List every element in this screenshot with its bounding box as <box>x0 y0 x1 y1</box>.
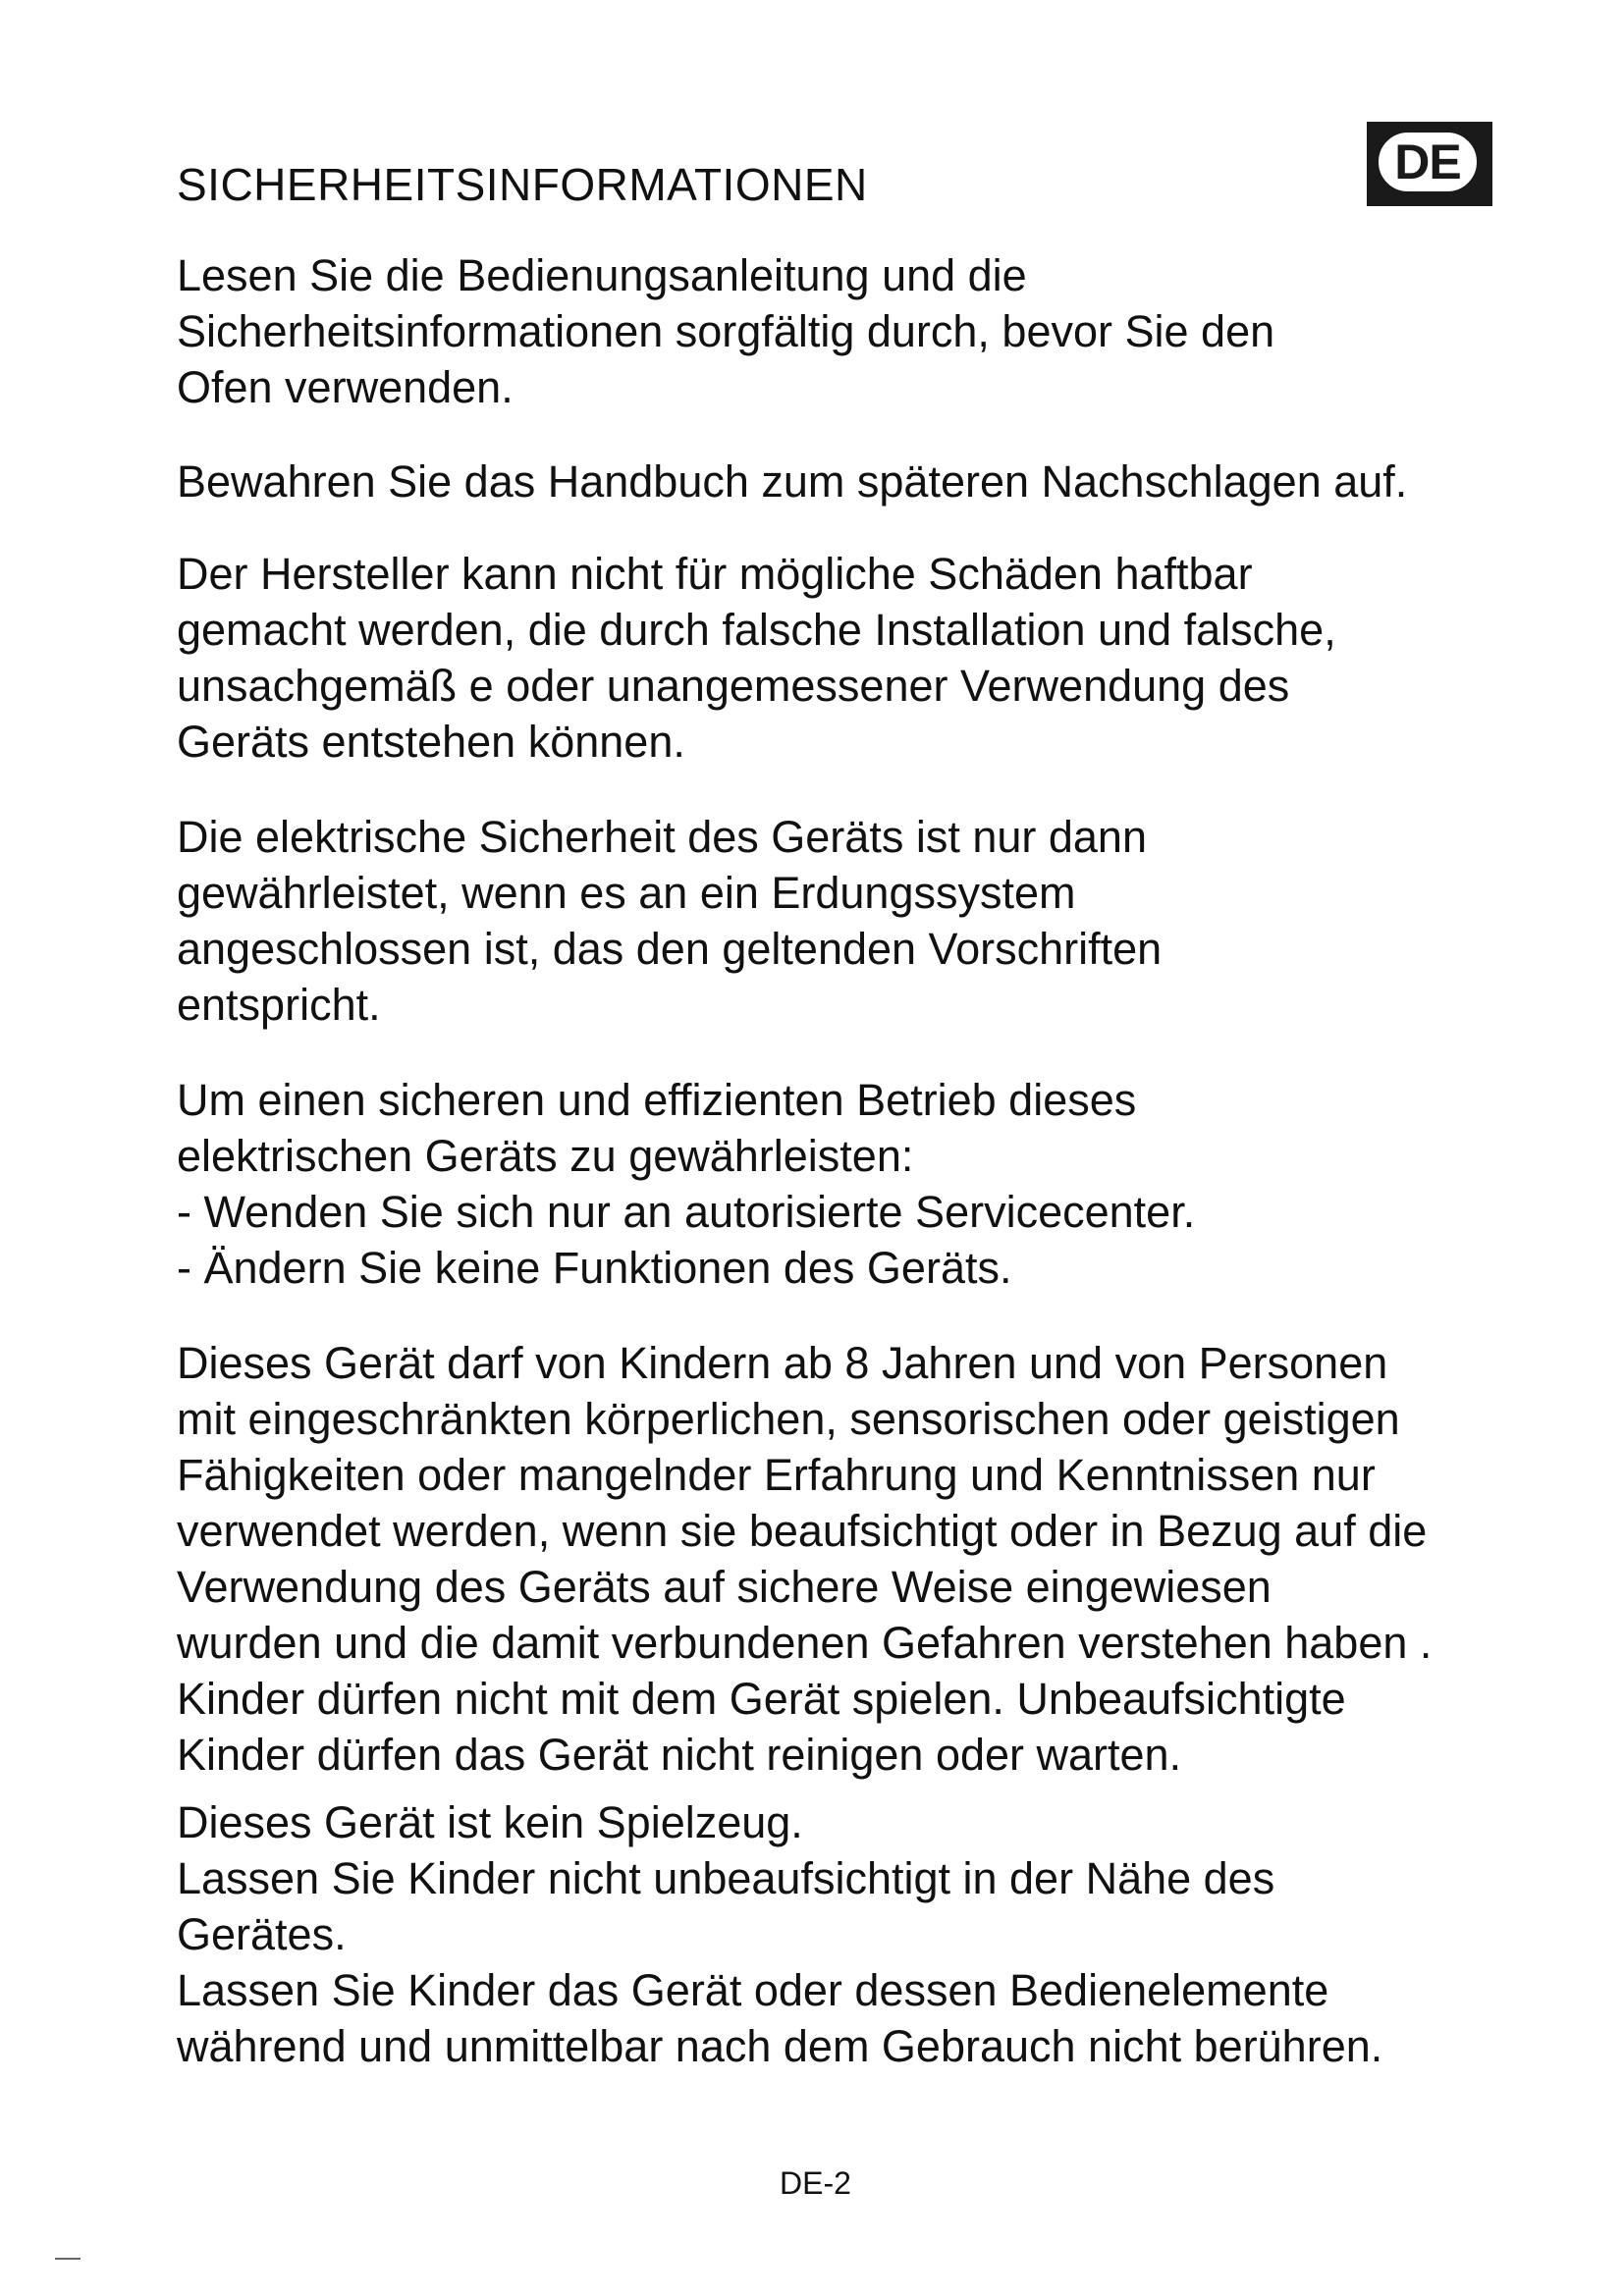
text-line: unsachgemäß e oder unangemessener Verwendung des <box>177 661 1290 711</box>
text-line: Fähigkeiten oder mangelnder Erfahrung und Kenntnissen nur <box>177 1450 1376 1500</box>
text-line: Gerätes. <box>177 1909 347 1959</box>
paragraph-keep-manual <box>177 454 1407 509</box>
text-line: Ofen verwenden. <box>177 362 514 412</box>
text-line: verwendet werden, wenn sie beaufsichtigt oder in Bezug auf die <box>177 1506 1428 1556</box>
paragraph-electrical-safety <box>177 809 1162 1033</box>
text-line: Bewahren Sie das Handbuch zum späteren Nachschlagen auf. <box>177 456 1408 507</box>
language-badge <box>1367 122 1492 206</box>
text-line: Sicherheitsinformationen sorgfältig durch, bevor Sie den <box>177 306 1275 356</box>
text-line: mit eingeschränkten körperlichen, sensorischen oder geistigen <box>177 1394 1400 1444</box>
text-line: Um einen sicheren und effizienten Betrieb dieses <box>177 1075 1137 1125</box>
page-number: DE-2 <box>780 2165 851 2201</box>
paragraph-safe-operation <box>177 1072 1195 1296</box>
text-line: Lesen Sie die Bedienungsanleitung und die <box>177 250 1027 300</box>
text-line: Kinder dürfen nicht mit dem Gerät spielen. Unbeaufsichtigte <box>177 1674 1346 1724</box>
text-line: Der Hersteller kann nicht für mögliche Schäden haftbar <box>177 549 1253 599</box>
text-line: Lassen Sie Kinder das Gerät oder dessen Bedienelemente <box>177 1965 1329 2015</box>
text-line: Verwendung des Geräts auf sichere Weise eingewiesen <box>177 1562 1272 1612</box>
text-line: - Wenden Sie sich nur an autorisierte Servicecenter. <box>177 1187 1196 1237</box>
text-line: gewährleistet, wenn es an ein Erdungssystem <box>177 868 1076 918</box>
text-line: - Ändern Sie keine Funktionen des Geräts. <box>177 1243 1012 1293</box>
text-line: wurden und die damit verbundenen Gefahren verstehen haben . <box>177 1618 1433 1668</box>
paragraph-manufacturer-liability <box>177 546 1336 770</box>
text-line: Die elektrische Sicherheit des Geräts ist nur dann <box>177 812 1147 862</box>
text-line: Geräts entstehen können. <box>177 717 685 767</box>
text-line: entspricht. <box>177 980 381 1030</box>
text-line: angeschlossen ist, das den geltenden Vorschriften <box>177 924 1163 974</box>
scan-artifact-mark <box>55 2258 81 2260</box>
text-line: elektrischen Geräts zu gewährleisten: <box>177 1131 914 1181</box>
text-line: Lassen Sie Kinder nicht unbeaufsichtigt in der Nähe des <box>177 1853 1275 1903</box>
text-line: während und unmittelbar nach dem Gebrauch nicht berühren. <box>177 2021 1383 2071</box>
language-badge-label: DE <box>1373 127 1483 197</box>
paragraph-children-usage <box>177 1335 1432 1783</box>
text-line: Dieses Gerät darf von Kindern ab 8 Jahren und von Personen <box>177 1338 1388 1388</box>
text-line: gemacht werden, die durch falsche Installation und falsche, <box>177 605 1336 655</box>
paragraph-read-manual <box>177 247 1274 415</box>
paragraph-not-a-toy <box>177 1794 1382 2074</box>
page-title: SICHERHEITSINFORMATIONEN <box>177 159 868 210</box>
text-line: Kinder dürfen das Gerät nicht reinigen oder warten. <box>177 1730 1182 1780</box>
text-line: Dieses Gerät ist kein Spielzeug. <box>177 1797 803 1847</box>
